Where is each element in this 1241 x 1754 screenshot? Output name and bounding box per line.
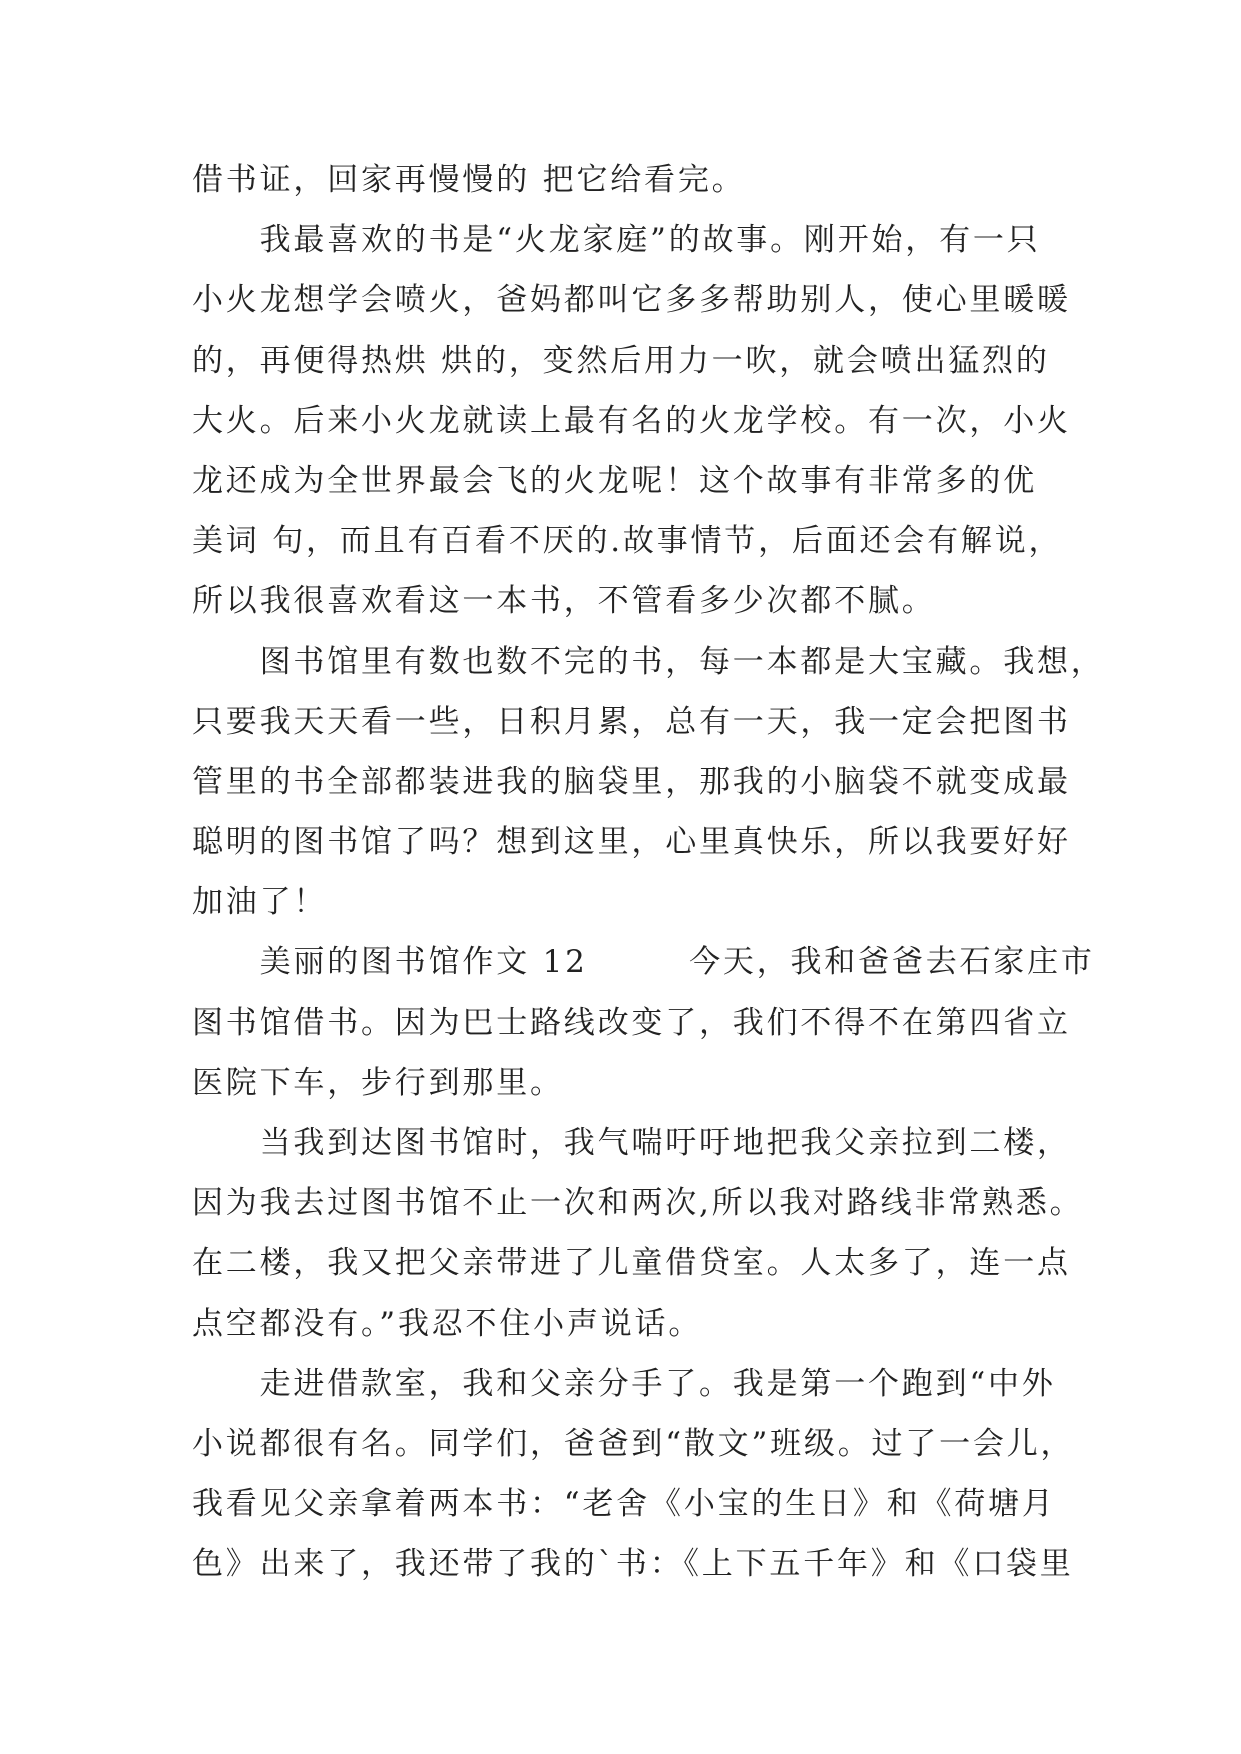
text-line: 聪明的图书馆了吗？想到这里，心里真快乐，所以我要好好 [192,824,1071,861]
text-line: 只要我天天看一些，日积月累，总有一天，我一定会把图书 [192,703,1071,740]
text-line: 图书馆里有数也数不完的书，每一本都是大宝藏。我想， [192,643,1105,680]
text-line: 色》出来了，我还带了我的`书：《上下五千年》和《口袋里 [192,1546,1074,1583]
text-line: 当我到达图书馆时，我气喘吁吁地把我父亲拉到二楼， [192,1125,1071,1161]
text-line: 我看见父亲拿着两本书：“老舍《小宝的生日》和《荷塘月 [192,1486,1056,1523]
text-line: 的，再便得热烘 烘的，变然后用力一吹，就会喷出猛烈的 [192,342,1050,379]
text-line: 小火龙想学会喷火，爸妈都叫它多多帮助别人，使心里暖暖 [192,282,1071,319]
text-line: 因为我去过图书馆不止一次和两次,所以我对路线非常熟悉。 [192,1185,1084,1222]
document-text [192,150,1105,1595]
text-line: 加油了！ [192,884,328,921]
text-line: 借书证，回家再慢慢的 把它给看完。 [192,162,746,198]
text-line: 医院下车，步行到那里。 [192,1064,564,1101]
text-line: 所以我很喜欢看这一本书，不管看多少次都不腻。 [192,583,936,620]
text-line: 在二楼，我又把父亲带进了儿童借贷室。人太多了，连一点 [192,1245,1071,1282]
text-line: 小说都很有名。同学们，爸爸到“散文”班级。过了一会儿， [192,1425,1075,1462]
text-line: 走进借款室，我和父亲分手了。我是第一个跑到“中外 [192,1365,1056,1402]
text-line: 点空都没有。”我忍不住小声说话。 [192,1305,703,1342]
text-line: 管里的书全部都装进我的脑袋里，那我的小脑袋不就变成最 [192,763,1071,800]
text-line: 图书馆借书。因为巴士路线改变了，我们不得不在第四省立 [192,1004,1071,1041]
text-line: 我最喜欢的书是“火龙家庭”的故事。刚开始，有一只 [192,222,1041,259]
text-line: 美丽的图书馆作文 12 今天，我和爸爸去石家庄市 [192,944,1095,981]
text-line: 龙还成为全世界最会飞的火龙呢！这个故事有非常多的优 [192,462,1037,499]
text-line: 美词 句，而且有百看不厌的.故事情节，后面还会有解说， [192,523,1063,560]
text-line: 大火。后来小火龙就读上最有名的火龙学校。有一次，小火 [192,402,1071,439]
